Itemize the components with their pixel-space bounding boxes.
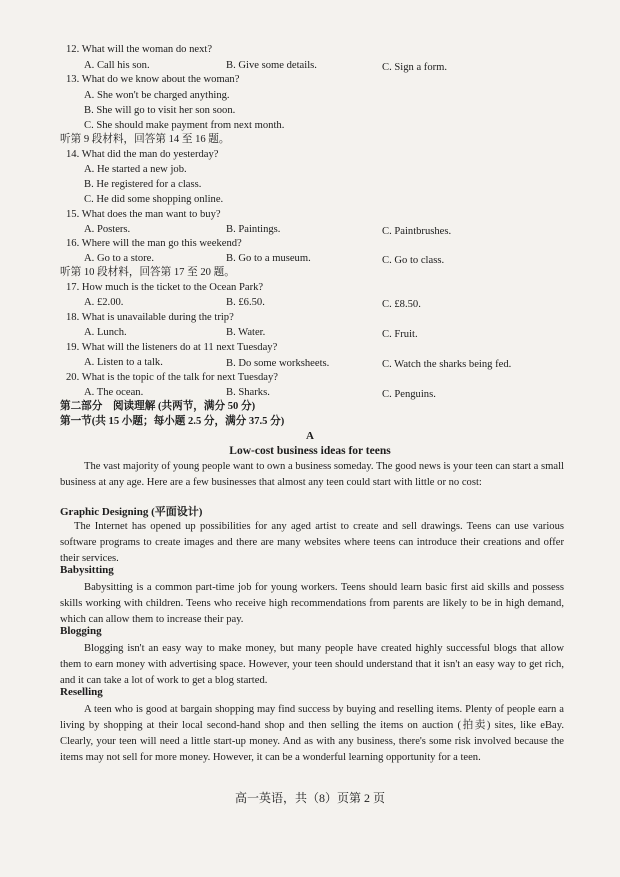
section-2-part-1-heading: 第一节(共 15 小题；每小题 2.5 分，满分 37.5 分) — [60, 416, 285, 427]
q12-option-b: B. Give some details. — [226, 60, 317, 71]
q16-option-b: B. Go to a museum. — [226, 253, 311, 264]
section-body-graphic-designing: The Internet has opened up possibilities for any aged artist to create and sell drawings. Teens can use various software programs to create images and there are many websites where teens can introduce their creations and offer their services. — [60, 521, 564, 564]
q19-option-c: C. Watch the sharks being fed. — [382, 359, 512, 370]
passage-letter: A — [306, 430, 314, 442]
q16-option-a: A. Go to a store. — [84, 253, 155, 264]
q17-option-c: C. £8.50. — [382, 299, 421, 310]
q14-option-c: C. He did some shopping online. — [84, 194, 224, 205]
question-20: 20. What is the topic of the talk for next Tuesday? — [66, 372, 278, 383]
q17-option-b: B. £6.50. — [226, 297, 265, 308]
q18-option-b: B. Water. — [226, 327, 266, 338]
passage-title: Low-cost business ideas for teens — [229, 445, 391, 457]
question-15: 15. What does the man want to buy? — [66, 209, 221, 220]
q19-option-b: B. Do some worksheets. — [226, 358, 330, 369]
q14-option-a: A. He started a new job. — [84, 164, 187, 175]
question-16: 16. Where will the man go this weekend? — [66, 238, 242, 249]
q18-option-c: C. Fruit. — [382, 329, 418, 340]
section-heading-blogging: Blogging — [60, 625, 102, 637]
q15-option-c: C. Paintbrushes. — [382, 226, 452, 237]
section-body-reselling: A teen who is good at bargain shopping may find success by buying and reselling items. Plenty of people earn a living by shopping at their local second-hand shop and then selling the items on auction (拍卖) sites, like eBay. Clearly, your teen will need a little start-up money. And as with any business, there's some risk involved because the items may not sell for more money. However, it can be a wonderful learning opportunity for a teen. — [60, 704, 564, 763]
instruction-part10: 听第 10 段材料，回答第 17 至 20 题。 — [60, 267, 235, 278]
section-body-babysitting: Babysitting is a common part-time job for young workers. Teens should learn basic first aid skills and possess skills working with children. Teens who receive high recommendations from parents are likely to be in high demand, which can allow them to increase their pay. — [60, 582, 564, 625]
q19-option-a: A. Listen to a talk. — [84, 357, 163, 368]
q17-option-a: A. £2.00. — [84, 297, 124, 308]
instruction-part9: 听第 9 段材料，回答第 14 至 16 题。 — [60, 134, 230, 145]
q15-option-b: B. Paintings. — [226, 224, 281, 235]
question-19: 19. What will the listeners do at 11 next Tuesday? — [66, 342, 278, 353]
q14-option-b: B. He registered for a class. — [84, 179, 202, 190]
section-2-heading: 第二部分 阅读理解 (共两节，满分 50 分) — [60, 401, 256, 412]
section-heading-graphic-designing: Graphic Designing (平面设计) — [60, 506, 203, 518]
q12-option-c: C. Sign a form. — [382, 62, 448, 73]
question-12: 12. What will the woman do next? — [66, 44, 213, 55]
passage-intro: The vast majority of young people want to own a business someday. The good news is your teen can start a small business at any age. Here are a few businesses that almost any teen could start with little or no cost: — [60, 461, 564, 488]
q20-option-a: A. The ocean. — [84, 387, 144, 398]
q15-option-a: A. Posters. — [84, 224, 131, 235]
question-13: 13. What do we know about the woman? — [66, 74, 240, 85]
q13-option-a: A. She won't be charged anything. — [84, 90, 230, 101]
question-14: 14. What did the man do yesterday? — [66, 149, 219, 160]
question-18: 18. What is unavailable during the trip? — [66, 312, 234, 323]
q12-option-a: A. Call his son. — [84, 60, 150, 71]
page-footer: 高一英语，共（8）页第 2 页 — [234, 791, 385, 805]
q13-option-b: B. She will go to visit her son soon. — [84, 105, 236, 116]
section-heading-babysitting: Babysitting — [60, 564, 114, 576]
question-17: 17. How much is the ticket to the Ocean Park? — [66, 282, 264, 293]
q20-option-c: C. Penguins. — [382, 389, 436, 400]
q20-option-b: B. Sharks. — [226, 387, 270, 398]
q18-option-a: A. Lunch. — [84, 327, 127, 338]
q16-option-c: C. Go to class. — [382, 255, 445, 266]
q13-option-c: C. She should make payment from next month. — [84, 120, 285, 131]
section-heading-reselling: Reselling — [60, 686, 103, 698]
section-body-blogging: Blogging isn't an easy way to make money, but many people have created highly successful blogs that allow them to earn money with advertising space. However, your teen should understand that it isn't an easy way to get rich, and it can take a lot of work to get a blog started. — [60, 643, 564, 686]
